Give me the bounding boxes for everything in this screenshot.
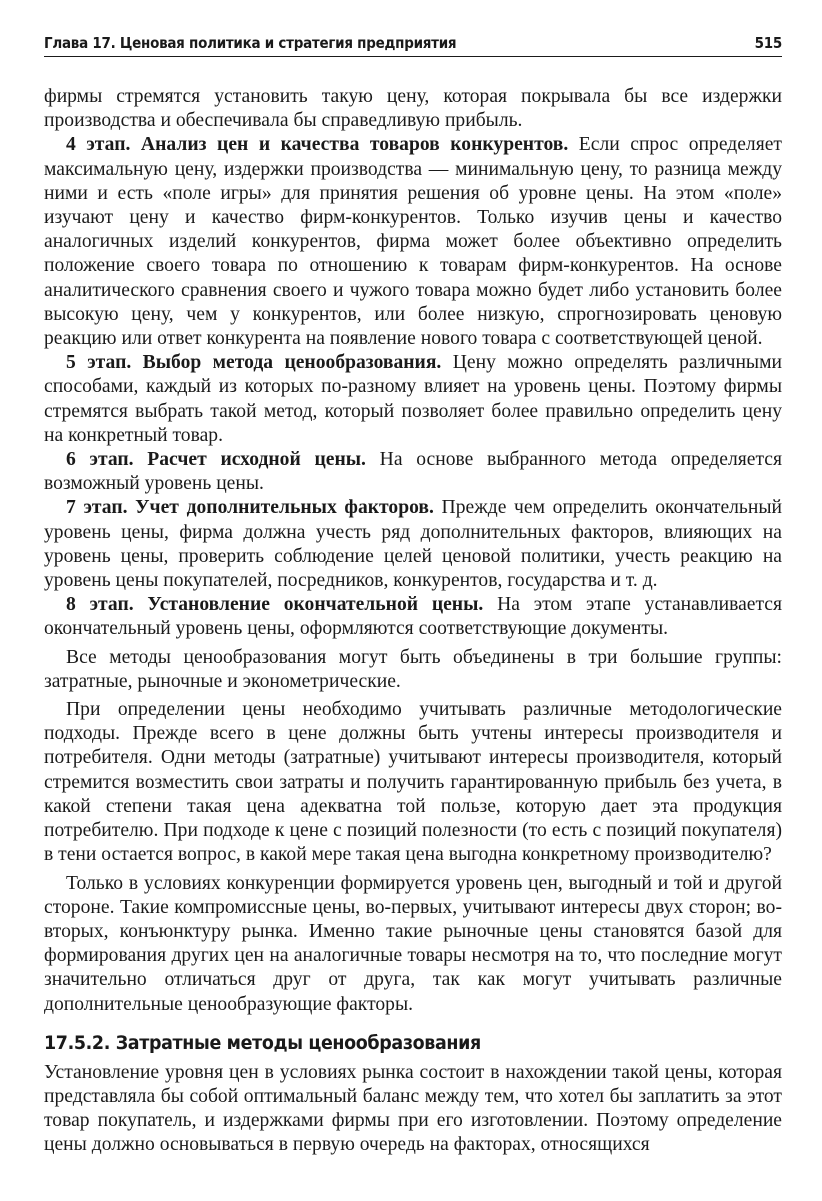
paragraph	[44, 698, 782, 867]
stage-heading: 5 этап. Выбор метода ценообразования.	[66, 352, 442, 374]
paragraph-text: фирмы стремятся установить такую цену, которая покрывала бы все издержки производства и обеспечивала бы справедливую прибыль.	[44, 86, 782, 132]
paragraph-stage-8	[44, 593, 782, 641]
paragraph-text: При определении цены необходимо учитывать различные методологические подходы. Прежде всего в цене должны быть учтены интересы производителя и потребителя. Одни методы (затратные) учитывают интересы производителя, который стремится возместить свои затраты и получить гарантированную прибыль без учета, в какой степени такая цена адекватна той пользе, которую дает эта продукция потребителю. При подходе к цене с позиций полезности (то есть с позиций покупателя) в тени остается вопрос, в какой мере такая цена выгодна конкретному производителю?	[44, 699, 782, 866]
paragraph-stage-7	[44, 496, 782, 593]
paragraph-text: Прежде чем определить окончательный уровень цены, фирма должна учесть ряд дополнительных факторов, влияющих на уровень цены, проверить соблюдение целей ценовой политики, учесть реакцию на уровень цены покупателей, посредников, конкурентов, государства и т. д.	[44, 497, 783, 592]
paragraph-stage-6	[44, 448, 782, 496]
paragraph	[44, 85, 782, 133]
paragraph	[44, 1061, 782, 1158]
paragraph-text: Цену можно определять различными способами, каждый из которых по-разному влияет на уровень цены. Поэтому фирмы стремятся выбрать такой метод, который позволяет более правильно определить цену на конкретный товар.	[44, 352, 782, 446]
book-page	[44, 30, 782, 1158]
paragraph-text: На основе выбранного метода определяется возможный уровень цены.	[44, 449, 782, 495]
stage-heading: 4 этап. Анализ цен и качества товаров конкурентов.	[66, 134, 569, 156]
running-header	[44, 30, 782, 57]
paragraph-stage-5	[44, 351, 782, 448]
paragraph	[44, 872, 782, 1017]
paragraph-text: На этом этапе устанавливается окончательный уровень цены, оформляются соответствующие документы.	[44, 594, 782, 640]
paragraph-text: Только в условиях конкуренции формируется уровень цен, выгодный и той и другой стороне. Такие компромиссные цены, во-первых, учитывают интересы двух сторон; во-вторых, конъюнктуру рынка. Именно такие рыночные цены становятся базой для формирования других цен на аналогичные товары несмотря на то, что последние могут значительно отличаться друг от друга, так как могут учитывать различные дополнительные ценообразующие факторы.	[44, 872, 782, 1015]
paragraph-text: Все методы ценообразования могут быть объединены в три большие группы: затратные, рыночные и эконометрические.	[44, 646, 782, 692]
page-number: 515	[754, 34, 782, 52]
paragraph-text: Установление уровня цен в условиях рынка состоит в нахождении такой цены, которая представляла бы собой оптимальный баланс между тем, что хотел бы заплатить за этот товар покупатель, и издержками фирмы при его изготовлении. Поэтому определение цены должно основываться в первую очередь на факторах, относящихся	[44, 1061, 782, 1156]
paragraph-stage-4	[44, 133, 782, 351]
stage-heading: 7 этап. Учет дополнительных факторов.	[66, 497, 434, 519]
body-text	[44, 85, 782, 1158]
stage-heading: 6 этап. Расчет исходной цены.	[66, 449, 366, 471]
chapter-title: Глава 17. Ценовая политика и стратегия предприятия	[44, 34, 457, 52]
subsection-heading: 17.5.2. Затратные методы ценообразования	[44, 1031, 481, 1054]
paragraph	[44, 646, 782, 694]
stage-heading: 8 этап. Установление окончательной цены.	[66, 594, 484, 616]
paragraph-text: Если спрос определяет максимальную цену, издержки производства — минимальную цену, то разница между ними и есть «поле игры» для принятия решения об уровне цены. На этом «поле» изучают цену и качество фирм-конкурентов. Только изучив цены и качество аналогичных изделий конкурентов, фирма может более объективно определить положение своего товара по отношению к товарам фирм-конкурентов. На основе аналитического сравнения своего и чужого товара можно будет либо установить более высокую цену, чем у конкурентов, или более низкую, спрогнозировать ценовую реакцию или ответ конкурента на появление нового товара с соответствующей ценой.	[44, 134, 782, 350]
